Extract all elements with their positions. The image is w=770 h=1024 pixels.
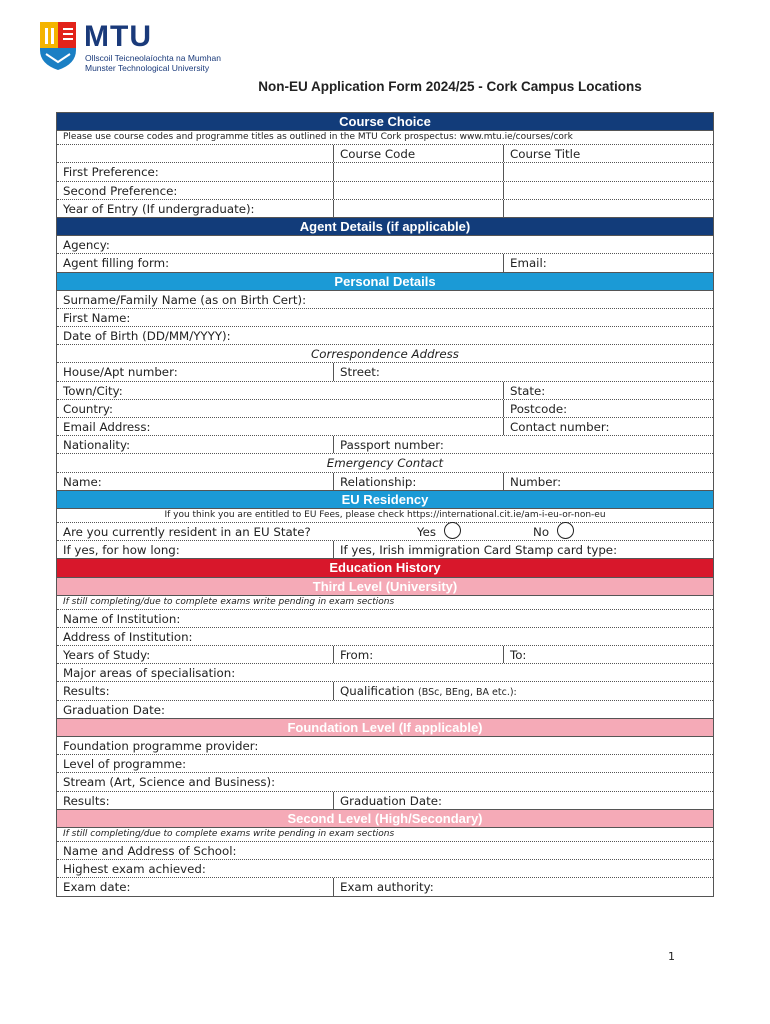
first-preference-code-field[interactable] bbox=[333, 163, 503, 180]
course-header-blank bbox=[57, 145, 333, 162]
course-title-header: Course Title bbox=[503, 145, 713, 162]
section-personal-details: Personal Details bbox=[57, 273, 713, 291]
agent-filling-form-field[interactable]: Agent filling form: bbox=[63, 256, 170, 271]
subsection-second-level: Second Level (High/Secondary) bbox=[57, 810, 713, 828]
stream-field[interactable]: Stream (Art, Science and Business): bbox=[63, 775, 276, 790]
course-code-header: Course Code bbox=[333, 145, 503, 162]
foundation-provider-field[interactable]: Foundation programme provider: bbox=[63, 739, 259, 753]
section-eu-residency: EU Residency bbox=[57, 491, 713, 509]
mtu-logo bbox=[36, 20, 236, 74]
eu-resident-no-option[interactable] bbox=[533, 523, 574, 541]
logo-wordmark: MTU bbox=[84, 20, 152, 53]
year-of-entry-label: Year of Entry (If undergraduate): bbox=[63, 201, 255, 216]
foundation-results-field[interactable]: Results: bbox=[63, 793, 110, 808]
surname-field[interactable]: Surname/Family Name (as on Birth Cert): bbox=[63, 292, 307, 307]
institution-name-field[interactable]: Name of Institution: bbox=[63, 611, 181, 626]
foundation-graduation-date-field[interactable]: Graduation Date: bbox=[333, 792, 713, 809]
course-choice-note: Please use course codes and programme titles as outlined in the MTU Cork prospectus: www.mtu.ie/courses/cork bbox=[57, 131, 713, 145]
how-long-field[interactable]: If yes, for how long: bbox=[63, 543, 180, 558]
results-field[interactable]: Results: bbox=[63, 684, 110, 699]
emergency-name-field[interactable]: Name: bbox=[63, 474, 102, 489]
page-number: 1 bbox=[668, 950, 675, 963]
eu-resident-yes-option[interactable] bbox=[417, 523, 461, 541]
agency-field[interactable]: Agency: bbox=[63, 238, 110, 253]
years-of-study-field[interactable]: Years of Study: bbox=[63, 648, 151, 663]
first-name-field[interactable]: First Name: bbox=[63, 310, 131, 325]
exam-authority-field[interactable]: Exam authority: bbox=[333, 878, 713, 895]
emergency-number-field[interactable]: Number: bbox=[503, 473, 713, 490]
institution-address-field[interactable]: Address of Institution: bbox=[63, 629, 193, 644]
year-of-entry-field[interactable] bbox=[333, 200, 503, 217]
application-form bbox=[56, 112, 714, 897]
section-course-choice: Course Choice bbox=[57, 113, 713, 131]
emergency-relationship-field[interactable]: Relationship: bbox=[333, 473, 503, 490]
house-number-field[interactable]: House/Apt number: bbox=[63, 365, 178, 380]
town-city-field[interactable]: Town/City: bbox=[63, 383, 123, 398]
first-preference-label: First Preference: bbox=[63, 165, 159, 180]
second-preference-code-field[interactable] bbox=[333, 182, 503, 199]
section-agent-details: Agent Details (if applicable) bbox=[57, 218, 713, 236]
country-field[interactable]: Country: bbox=[63, 401, 113, 416]
exam-date-field[interactable]: Exam date: bbox=[63, 880, 131, 895]
qualification-field[interactable] bbox=[333, 682, 713, 699]
from-field[interactable]: From: bbox=[333, 646, 503, 663]
highest-exam-field[interactable]: Highest exam achieved: bbox=[63, 862, 206, 877]
no-label: No bbox=[533, 524, 550, 539]
stamp-type-field[interactable]: If yes, Irish immigration Card Stamp card type: bbox=[333, 541, 713, 558]
yes-label: Yes bbox=[417, 524, 437, 539]
section-education-history: Education History bbox=[57, 559, 713, 577]
second-preference-label: Second Preference: bbox=[63, 183, 178, 198]
first-preference-title-field[interactable] bbox=[503, 163, 713, 180]
qualification-label: Qualification bbox=[340, 684, 415, 699]
contact-number-field[interactable]: Contact number: bbox=[503, 418, 713, 435]
yes-radio[interactable] bbox=[444, 522, 461, 539]
eu-residency-note: If you think you are entitled to EU Fees, please check https://international.cit.ie/am-i-eu-or-non-eu bbox=[57, 509, 713, 523]
graduation-date-field[interactable]: Graduation Date: bbox=[63, 702, 165, 717]
third-level-pending-note: If still completing/due to complete exams write pending in exam sections bbox=[57, 596, 713, 610]
email-address-field[interactable]: Email Address: bbox=[63, 420, 151, 434]
to-field[interactable]: To: bbox=[503, 646, 713, 663]
document-title: Non-EU Application Form 2024/25 - Cork Campus Locations bbox=[258, 79, 642, 94]
agent-email-field[interactable]: Email: bbox=[503, 254, 713, 271]
passport-number-field[interactable]: Passport number: bbox=[333, 436, 713, 453]
logo-english-name: Munster Technological University bbox=[85, 63, 210, 73]
eu-resident-question: Are you currently resident in an EU State? bbox=[63, 524, 311, 539]
year-of-entry-extra[interactable] bbox=[503, 200, 713, 217]
street-field[interactable]: Street: bbox=[333, 363, 713, 380]
postcode-field[interactable]: Postcode: bbox=[503, 400, 713, 417]
programme-level-field[interactable]: Level of programme: bbox=[63, 757, 187, 772]
mtu-crest-icon bbox=[36, 20, 80, 72]
nationality-field[interactable]: Nationality: bbox=[63, 438, 131, 453]
date-of-birth-field[interactable]: Date of Birth (DD/MM/YYYY): bbox=[63, 329, 231, 344]
logo-irish-name: Ollscoil Teicneolaíochta na Mumhan bbox=[85, 53, 221, 63]
correspondence-address-heading: Correspondence Address bbox=[311, 347, 459, 362]
no-radio[interactable] bbox=[557, 522, 574, 539]
state-field[interactable]: State: bbox=[503, 382, 713, 399]
emergency-contact-heading: Emergency Contact bbox=[326, 456, 444, 471]
second-preference-title-field[interactable] bbox=[503, 182, 713, 199]
subsection-foundation-level: Foundation Level (If applicable) bbox=[57, 719, 713, 737]
qualification-hint: (BSc, BEng, BA etc.): bbox=[418, 687, 517, 699]
subsection-third-level: Third Level (University) bbox=[57, 578, 713, 596]
school-name-address-field[interactable]: Name and Address of School: bbox=[63, 843, 237, 858]
major-areas-field[interactable]: Major areas of specialisation: bbox=[63, 666, 236, 681]
second-level-pending-note: If still completing/due to complete exams write pending in exam sections bbox=[57, 828, 713, 842]
